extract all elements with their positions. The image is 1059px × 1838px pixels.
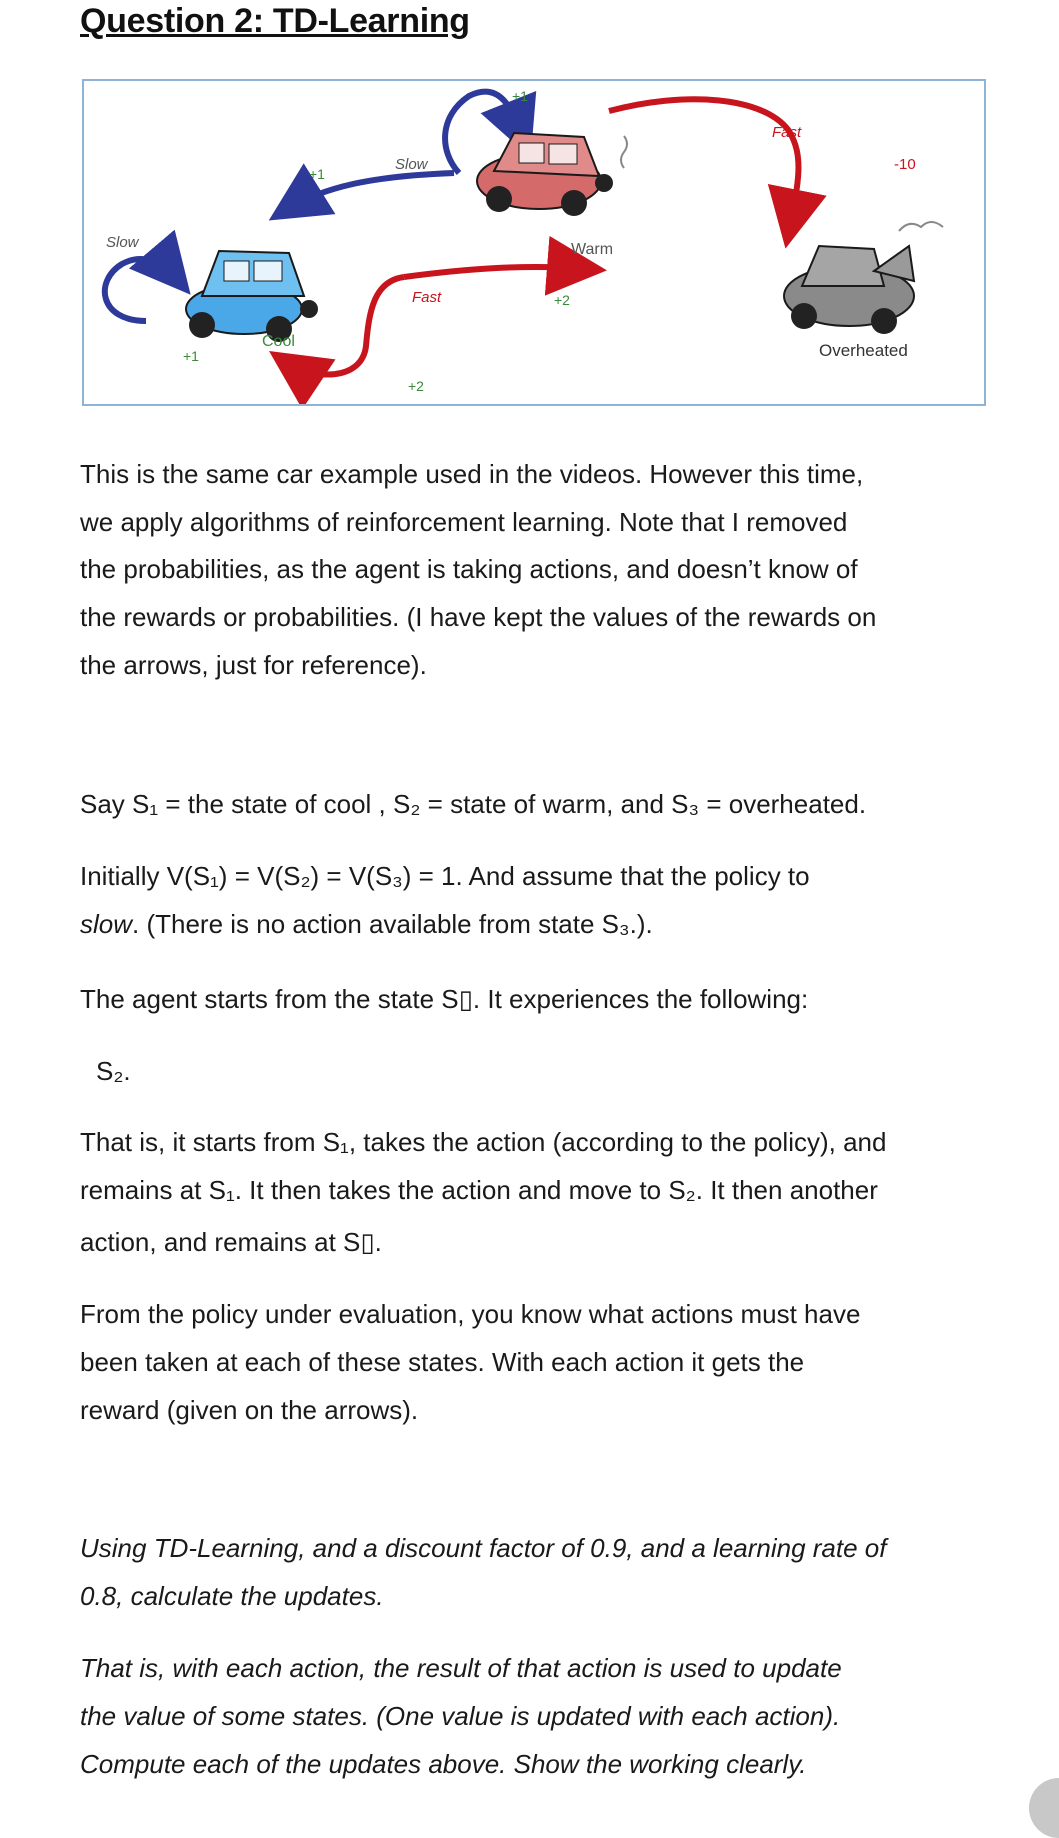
policy-line-2: been taken at each of these states. With each action it gets the [80, 1347, 805, 1377]
task-line-3: That is, with each action, the result of that action is used to update [80, 1653, 842, 1683]
overheated-car-icon [784, 222, 943, 334]
warm-state-label: Warm [571, 241, 614, 258]
warm-fast-to-overheated-arrow [609, 99, 798, 231]
cool-slow-loop-reward: +1 [183, 348, 199, 364]
warm-slow-to-cool-reward: +1 [309, 166, 325, 182]
task-line-1: Using TD-Learning, and a discount factor of 0.9, and a learning rate of [80, 1533, 887, 1563]
initial-values-line-1: Initially V(S₁) = V(S₂) = V(S₃) = 1. And assume that the policy to [80, 861, 810, 891]
cool-fast-to-warm-reward: +2 [554, 292, 570, 308]
intro-line-3: the probabilities, as the agent is taking actions, and doesn’t know of [80, 554, 858, 584]
warm-fast-to-overheated-reward: -10 [894, 156, 916, 173]
overheated-state-label: Overheated [819, 341, 908, 360]
warm-fast-action-label: Fast [772, 124, 802, 141]
intro-line-2: we apply algorithms of reinforcement learning. Note that I removed [80, 507, 848, 537]
policy-line-1: From the policy under evaluation, you know what actions must have [80, 1299, 861, 1329]
policy-line-3: reward (given on the arrows). [80, 1395, 419, 1425]
initial-values-line-2 [80, 900, 995, 948]
that-is-line-3: action, and remains at S▯. [80, 1227, 382, 1257]
cool-fast-action-label: Fast [412, 289, 442, 306]
initial-values-line-2-rest: . (There is no action available from state S₃.). [132, 909, 653, 939]
warm-slow-action-label: Slow [395, 156, 428, 173]
cool-slow-action-label: Slow [106, 234, 139, 251]
cool-state-label: Cool [262, 333, 295, 350]
page-title: Question 2: TD-Learning [80, 2, 470, 40]
mdp-diagram-svg [84, 81, 984, 404]
mdp-diagram [82, 79, 986, 406]
task-line-2: 0.8, calculate the updates. [80, 1581, 384, 1611]
intro-line-1: This is the same car example used in the videos. However this time, [80, 459, 864, 489]
cool-car-icon [186, 251, 318, 342]
warm-slow-loop-reward: +1 [512, 88, 528, 104]
agent-start-line: The agent starts from the state S▯. It experiences the following: [80, 984, 809, 1014]
scroll-button[interactable] [1029, 1778, 1059, 1838]
cool-fast-loop-reward: +2 [408, 378, 424, 394]
warm-car-icon [477, 133, 627, 216]
states-definition: Say S₁ = the state of cool , S₂ = state of warm, and S₃ = overheated. [80, 789, 867, 819]
that-is-line-2: remains at S₁. It then takes the action and move to S₂. It then another [80, 1175, 878, 1205]
task-line-5: Compute each of the updates above. Show the working clearly. [80, 1749, 807, 1779]
cool-slow-loop-arrow [105, 259, 179, 321]
policy-slow-word: slow [80, 909, 133, 939]
intro-line-4: the rewards or probabilities. (I have kept the values of the rewards on [80, 602, 877, 632]
that-is-line-1: That is, it starts from S₁, takes the action (according to the policy), and [80, 1127, 887, 1157]
experience-sequence: S₂. [96, 1056, 131, 1086]
task-line-4: the value of some states. (One value is updated with each action). [80, 1701, 841, 1731]
intro-line-5: the arrows, just for reference). [80, 650, 427, 680]
cool-fast-to-warm-arrow [404, 267, 589, 277]
